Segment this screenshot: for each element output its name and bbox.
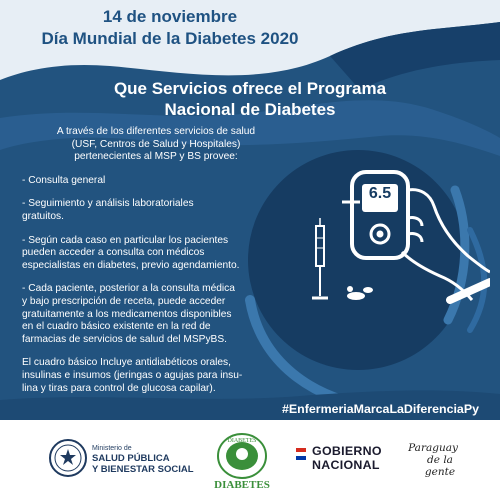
hashtag: #EnfermeriaMarcaLaDiferenciaPy [282, 402, 479, 416]
service-line: - Seguimiento y análisis laboratoriales [22, 198, 194, 210]
diabetes-program-logo [212, 430, 272, 492]
service-item [22, 175, 290, 188]
hand-icon [402, 190, 490, 300]
service-item [22, 235, 290, 273]
government-logo [296, 444, 382, 472]
intro-line: A través de los diferentes servicios de salud [56, 126, 256, 137]
poster-title [80, 78, 420, 120]
title-line-1: Que Servicios ofrece el Programa [113, 79, 387, 98]
ministry-line-3: Y BIENESTAR SOCIAL [92, 464, 194, 475]
ministry-line-2: SALUD PÚBLICA [92, 453, 170, 464]
pills-icon [347, 286, 373, 300]
ministry-logo [92, 444, 194, 475]
footer [0, 420, 500, 500]
logo-top-text: DIABETES [227, 438, 257, 444]
service-line: en el cuadro básico existente en la red de [22, 321, 211, 333]
ministry-line-1: Ministerio de [92, 445, 132, 452]
service-line: farmacias de servicios de salud del MSPyBS. [22, 333, 227, 345]
service-line: gratuitamente a los medicamentos disponibles [22, 308, 232, 320]
service-line: especialistas en diabetes, previo agendamiento. [22, 259, 240, 271]
service-line: - Cada paciente, posterior a la consulta médica [22, 283, 235, 295]
service-line: - Consulta general [22, 174, 106, 186]
service-line: gratuitos. [22, 210, 64, 222]
logo-bottom-text: DIABETES [214, 479, 270, 491]
closing-paragraph [22, 357, 290, 395]
syringe-icon [312, 218, 328, 298]
service-line: - Según cada caso en particular los pacientes [22, 234, 229, 246]
intro-line: pertenecientes al MSP y BS provee: [74, 151, 238, 163]
title-line-2: Nacional de Diabetes [164, 100, 336, 119]
header-date: 14 de noviembre [102, 7, 238, 26]
slogan-logo [398, 442, 468, 478]
flag-icon [296, 448, 306, 460]
slogan-line-2: de la gente [424, 454, 456, 478]
service-item [22, 283, 290, 346]
government-line-1: GOBIERNO [312, 444, 382, 458]
closing-line: El cuadro básico Incluye antidiabéticos orales, [22, 357, 231, 369]
government-line-2: NACIONAL [312, 458, 380, 472]
slogan-line-1: Paraguay [408, 442, 458, 454]
service-line: pueden acceder a consulta con médicos [22, 247, 205, 259]
closing-line: lina y tiras para control de glucosa capilar). [22, 382, 216, 394]
intro-paragraph [22, 126, 290, 164]
service-line: y bajo prescripción de receta, puede acceder [22, 295, 226, 307]
intro-line: (USF, Centros de Salud y Hospitales) [71, 138, 241, 150]
national-seal-icon [48, 438, 88, 478]
meter-reading: 6.5 [368, 185, 392, 202]
illustration [290, 160, 490, 320]
closing-line: insulinas e insumos (jeringas o agujas para insu- [22, 369, 243, 381]
service-item [22, 198, 290, 223]
header [0, 6, 340, 50]
body-text [22, 126, 290, 395]
header-event: Día Mundial de la Diabetes 2020 [41, 29, 299, 48]
